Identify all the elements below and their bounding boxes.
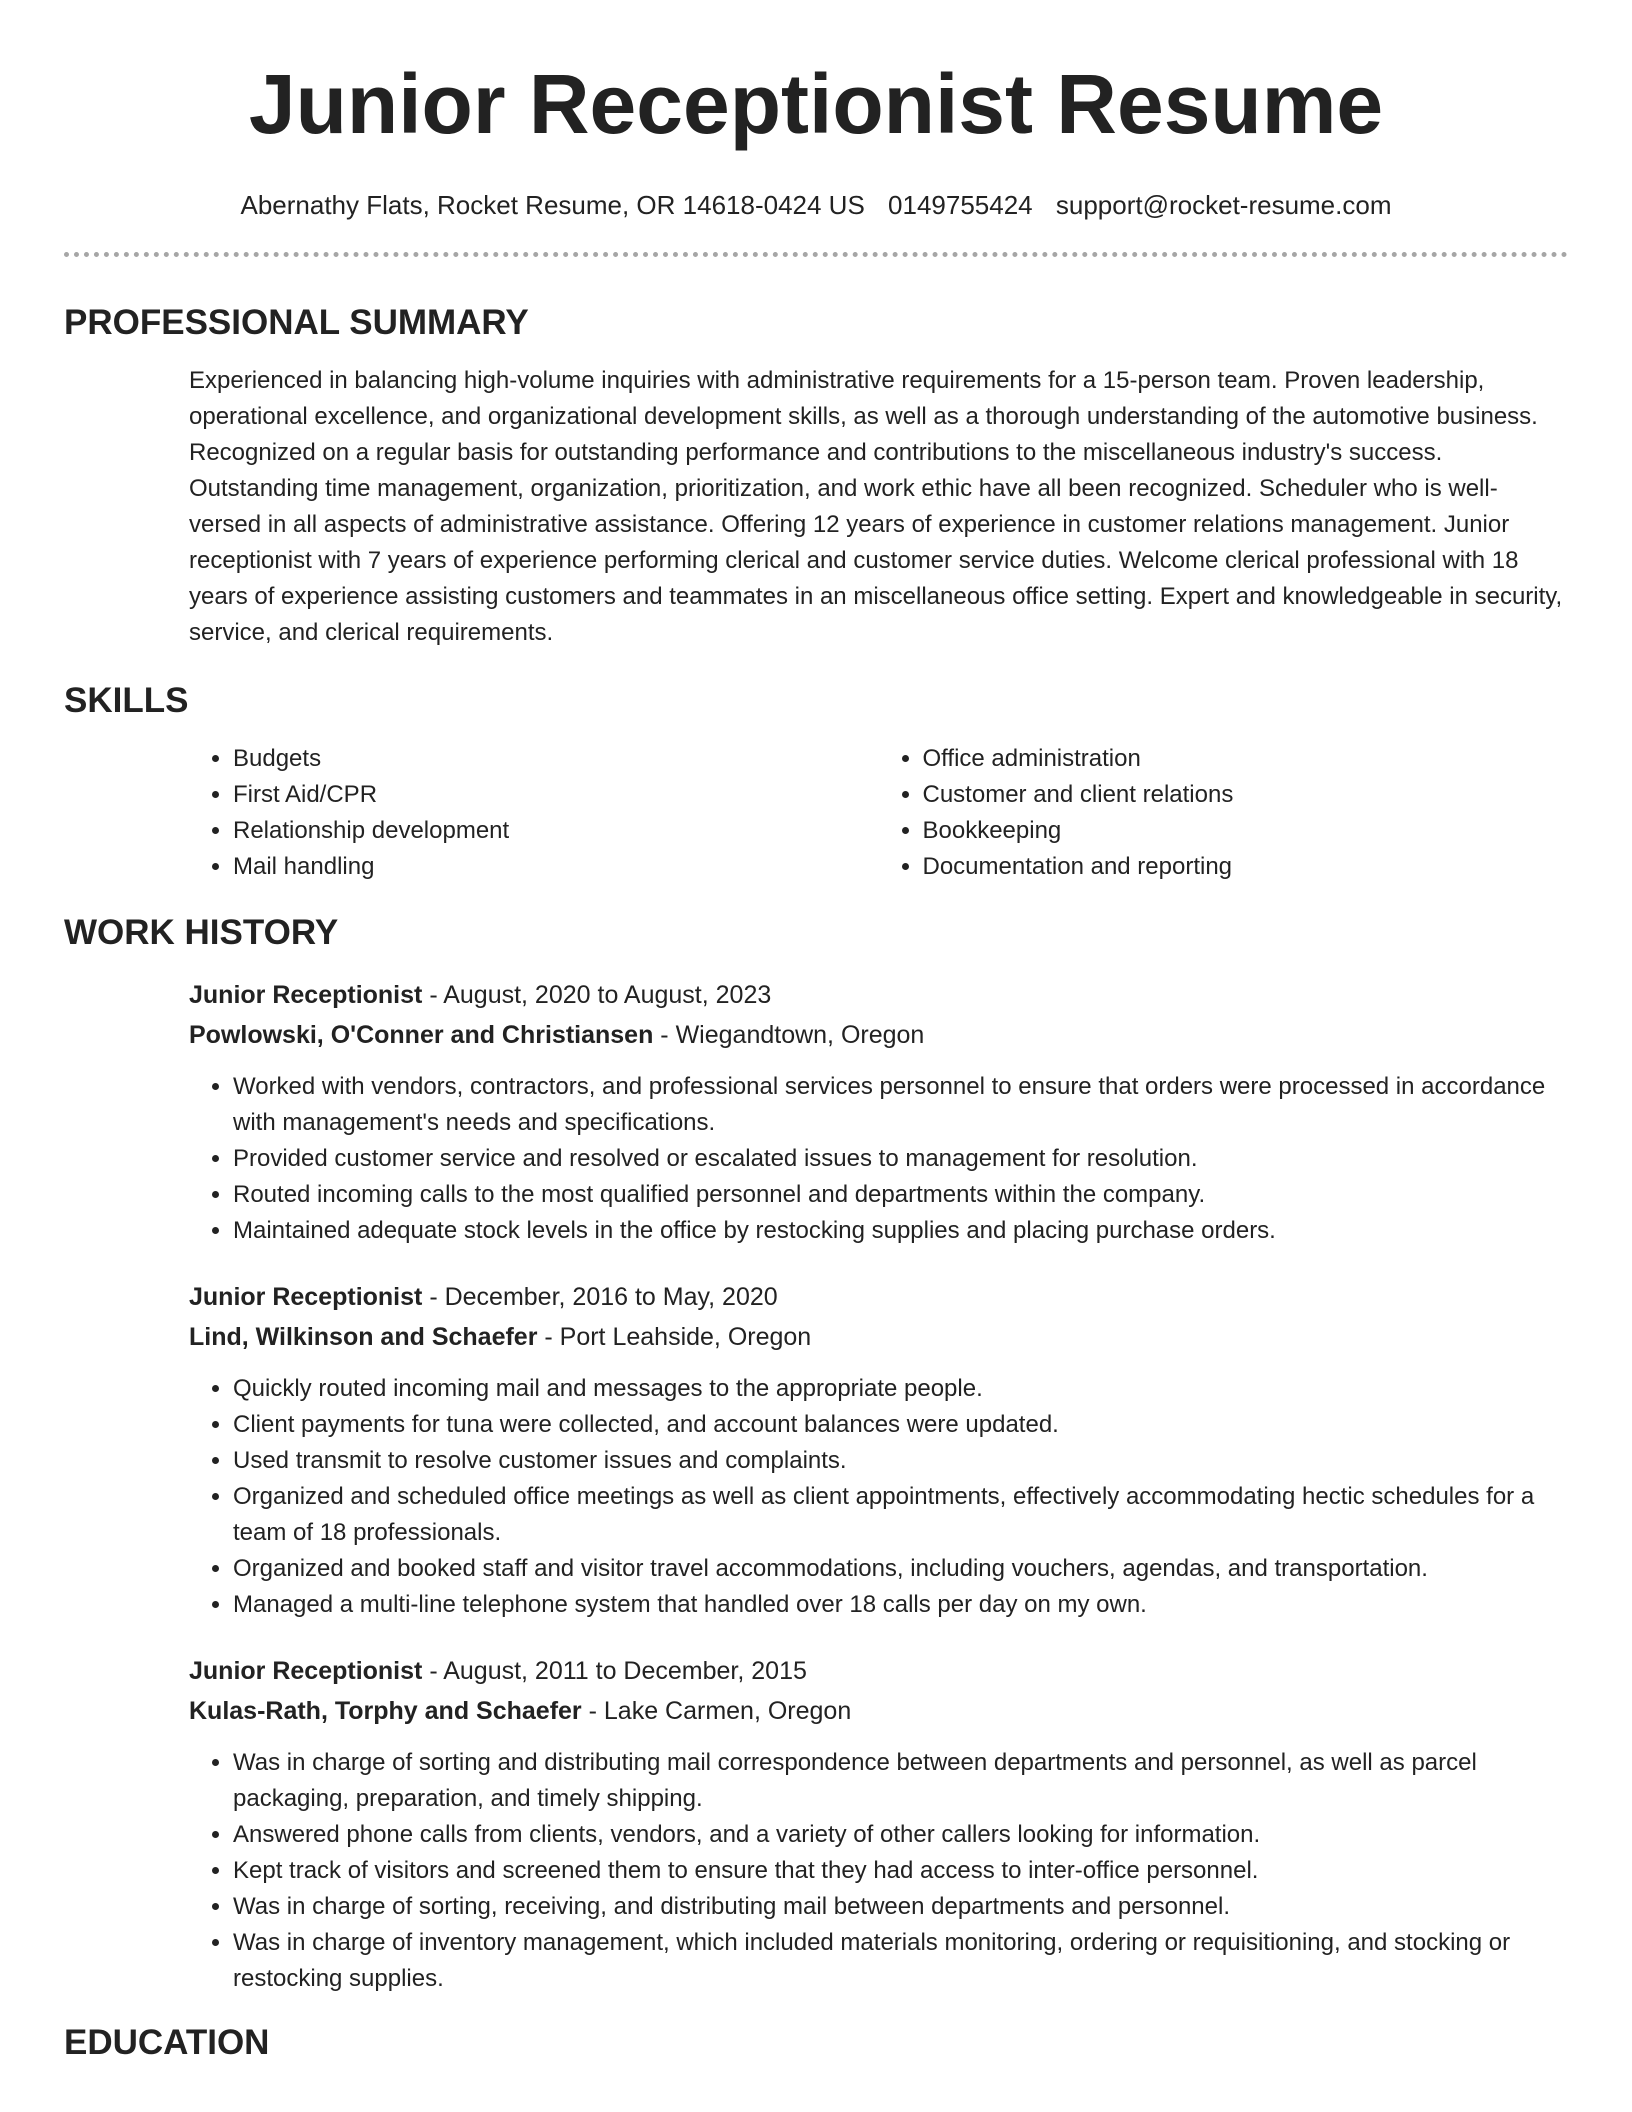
work-history-heading: WORK HISTORY <box>64 913 339 952</box>
list-item: • Quickly routed incoming mail and messages to the appropriate people. <box>233 1371 1568 1407</box>
job-location: - Port Leahside, Oregon <box>537 1323 812 1351</box>
job-title: Junior Receptionist <box>189 1657 423 1685</box>
contact-email: support@rocket-resume.com <box>1055 190 1392 220</box>
skill-item: • Budgets <box>233 741 879 777</box>
job-location: - Wiegandtown, Oregon <box>653 1021 925 1049</box>
skill-item: • First Aid/CPR <box>233 777 879 813</box>
contact-phone: 0149755424 <box>888 190 1033 220</box>
job-dates: - August, 2020 to August, 2023 <box>422 981 772 1009</box>
job-title: Junior Receptionist <box>189 981 423 1009</box>
job-company: Powlowski, O'Conner and Christiansen <box>189 1021 654 1049</box>
job-dates: - August, 2011 to December, 2015 <box>422 1657 807 1685</box>
list-item: • Organized and booked staff and visitor travel accommodations, including vouchers, agendas, and transportation. <box>233 1551 1568 1587</box>
skill-item: • Office administration <box>923 741 1569 777</box>
job-dates: - December, 2016 to May, 2020 <box>422 1283 778 1311</box>
job-company-line <box>189 1015 1568 1055</box>
job-company: Lind, Wilkinson and Schaefer <box>189 1323 538 1351</box>
job-title: Junior Receptionist <box>189 1283 423 1311</box>
job-entry <box>189 975 1568 1249</box>
skill-item: • Relationship development <box>233 813 879 849</box>
job-entry <box>189 1651 1568 1997</box>
summary-heading: PROFESSIONAL SUMMARY <box>64 303 529 342</box>
job-duties-list <box>189 1069 1568 1249</box>
job-location: - Lake Carmen, Oregon <box>581 1697 852 1725</box>
list-item: • Kept track of visitors and screened them to ensure that they had access to inter-office personnel. <box>233 1853 1568 1889</box>
contact-address: Abernathy Flats, Rocket Resume, OR 14618-0424 US <box>240 190 865 220</box>
list-item: • Answered phone calls from clients, vendors, and a variety of other callers looking for information. <box>233 1817 1568 1853</box>
list-item: • Worked with vendors, contractors, and professional services personnel to ensure that orders were processed in accordance with management's needs and specifications. <box>233 1069 1568 1141</box>
job-duties-list <box>189 1745 1568 1997</box>
job-company: Kulas-Rath, Torphy and Schaefer <box>189 1697 582 1725</box>
skills-list-right <box>879 741 1569 885</box>
skills-grid <box>189 741 1568 885</box>
list-item: • Was in charge of sorting and distributing mail correspondence between departments and personnel, as well as parcel packaging, preparation, and timely shipping. <box>233 1745 1568 1817</box>
list-item: • Maintained adequate stock levels in the office by restocking supplies and placing purchase orders. <box>233 1213 1568 1249</box>
list-item: • Client payments for tuna were collected, and account balances were updated. <box>233 1407 1568 1443</box>
list-item: • Was in charge of inventory management, which included materials monitoring, ordering or requisitioning, and stocking or restocking supplies. <box>233 1925 1568 1997</box>
job-company-line <box>189 1317 1568 1357</box>
header-divider <box>64 252 1568 257</box>
skill-item: • Mail handling <box>233 849 879 885</box>
skill-item: • Bookkeeping <box>923 813 1569 849</box>
list-item: • Provided customer service and resolved or escalated issues to management for resolution. <box>233 1141 1568 1177</box>
job-title-line <box>189 1651 1568 1691</box>
list-item: • Routed incoming calls to the most qualified personnel and departments within the company. <box>233 1177 1568 1213</box>
resume-title: Junior Receptionist Resume <box>248 57 1384 151</box>
list-item: • Used transmit to resolve customer issues and complaints. <box>233 1443 1568 1479</box>
education-heading: EDUCATION <box>64 2023 270 2062</box>
job-title-line <box>189 975 1568 1015</box>
job-duties-list <box>189 1371 1568 1623</box>
list-item: • Was in charge of sorting, receiving, and distributing mail between departments and personnel. <box>233 1889 1568 1925</box>
skills-list-left <box>189 741 879 885</box>
list-item: • Managed a multi-line telephone system that handled over 18 calls per day on my own. <box>233 1587 1568 1623</box>
skill-item: • Customer and client relations <box>923 777 1569 813</box>
job-title-line <box>189 1277 1568 1317</box>
summary-text: Experienced in balancing high-volume inquiries with administrative requirements for a 15-person team. Proven leadership, operational excellence, and organizational development skills, as well as a thorough understanding of the automotive business. Recognized on a regular basis for outstanding performance and contributions to the miscellaneous industry's success. Outstanding time management, organization, prioritization, and work ethic have all been recognized. Scheduler who is well-versed in all aspects of administrative assistance. Offering 12 years of experience in customer relations management. Junior receptionist with 7 years of experience performing clerical and customer service duties. Welcome clerical professional with 18 years of experience assisting customers and teammates in an miscellaneous office setting. Expert and knowledgeable in security, service, and clerical requirements. <box>189 367 1563 646</box>
skills-heading: SKILLS <box>64 681 189 720</box>
job-company-line <box>189 1691 1568 1731</box>
job-entry <box>189 1277 1568 1623</box>
skill-item: • Documentation and reporting <box>923 849 1569 885</box>
list-item: • Organized and scheduled office meetings as well as client appointments, effectively accommodating hectic schedules for a team of 18 professionals. <box>233 1479 1568 1551</box>
contact-line <box>64 188 1568 222</box>
